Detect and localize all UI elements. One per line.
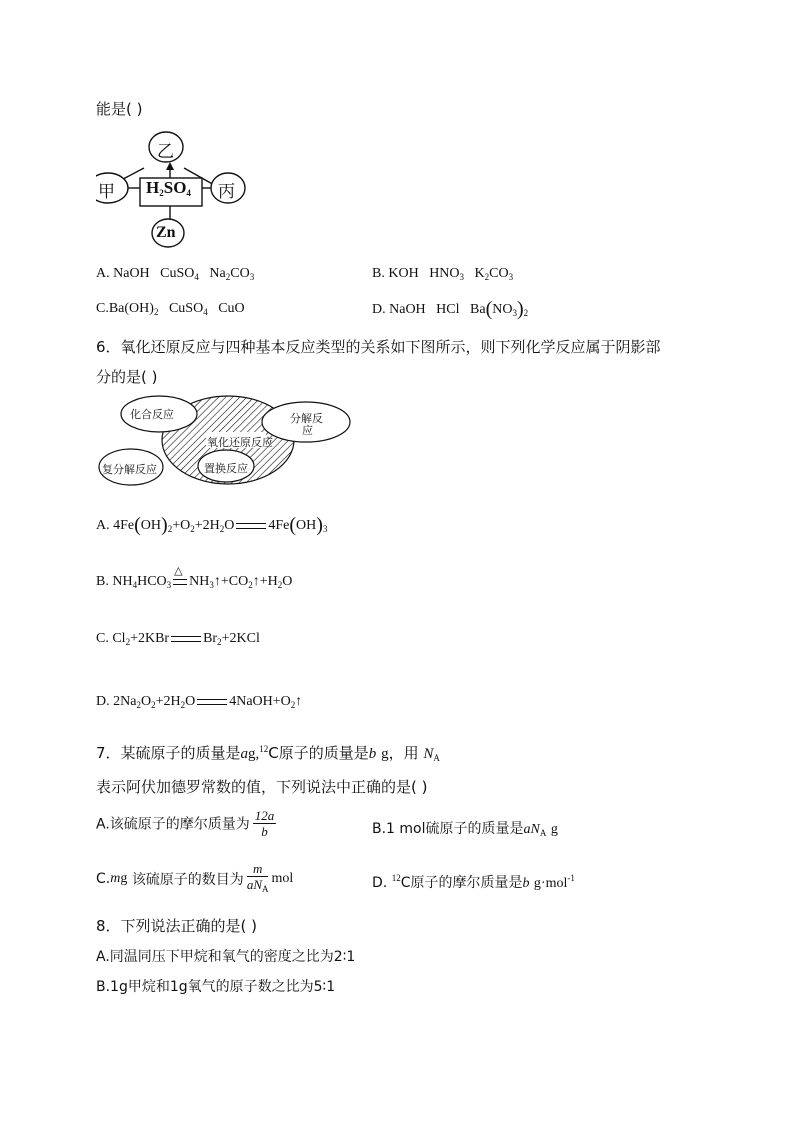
q5-stem-tail: 能是( ) <box>96 100 143 118</box>
q6-option-b[interactable]: B. $NH_4HCO_3$ △ $NH_3↑+CO_2↑+H_2O$ <box>96 565 293 590</box>
venn-label-double-displacement: 复分解反应 <box>102 463 157 476</box>
venn-label-decomposition-2: 应 <box>302 424 313 437</box>
venn-label-displacement: 置换反应 <box>204 462 248 475</box>
q6-option-d[interactable]: D. $2Na_2O_2+2H_2O$ $4NaOH+O_2↑$ <box>96 694 303 710</box>
q6-stem-line2: 分的是( ) <box>96 368 158 386</box>
venn-label-combination: 化合反应 <box>130 408 174 421</box>
q7-option-d[interactable]: D. $^{12}$C原子的摩尔质量是b g·mol$^{-1}$ <box>372 873 575 891</box>
venn-label-redox: 氧化还原反应 <box>207 436 273 449</box>
q5-option-b[interactable]: B. KOH $HNO_3$ $K_2CO_3$ <box>372 266 514 282</box>
node-zn: Zn <box>156 224 176 241</box>
q5-option-d[interactable]: D. NaOH HCl $Ba(NO_3)_2$ <box>372 298 529 320</box>
q5-option-a[interactable]: A. NaOH CuSO$_4$ $Na_2CO_3$ <box>96 266 255 282</box>
node-bing: 丙 <box>218 182 235 202</box>
venn-label-decomposition: 分解反 <box>290 412 323 425</box>
q8-option-a[interactable]: A.同温同压下甲烷和氧气的密度之比为2∶1 <box>96 949 356 965</box>
q6-option-a[interactable]: A. $4Fe(OH)_2+O_2+2H_2O$ $4Fe(OH)_3$ <box>96 514 328 536</box>
q6-stem-line1: 6．氧化还原反应与四种基本反应类型的关系如下图所示，则下列化学反应属于阴影部 <box>96 338 661 356</box>
q7-option-c[interactable]: C.mg 该硫原子的数目为 $\frac{m}{aN_A}$ mol <box>96 861 294 894</box>
q7-stem-line1: 7．某硫原子的质量是ag,$^{12}$C原子的质量是b g，用 $N_A$ <box>96 744 440 763</box>
node-h2so4: $H_2SO_4$ <box>146 178 191 198</box>
q6-option-c[interactable]: C. $Cl_2+2KBr$ $Br_2+2KCl$ <box>96 631 260 647</box>
q8-option-b[interactable]: B.1g甲烷和1g氧气的原子数之比为5∶1 <box>96 979 336 995</box>
q7-stem-line2: 表示阿伏加德罗常数的值，下列说法中正确的是( ) <box>96 778 428 796</box>
q5-option-c[interactable]: $C.Ba(OH)_2$ CuSO$_4$ CuO <box>96 301 245 317</box>
q7-option-b[interactable]: B.1 mol硫原子的质量是$aN_A$ g <box>372 821 558 838</box>
node-yi: 乙 <box>157 142 174 162</box>
q7-option-a[interactable]: A.该硫原子的摩尔质量为 $\frac{12a}{b}$ <box>96 808 275 839</box>
q8-stem: 8．下列说法正确的是( ) <box>96 917 258 935</box>
node-jia: 甲 <box>98 182 115 202</box>
